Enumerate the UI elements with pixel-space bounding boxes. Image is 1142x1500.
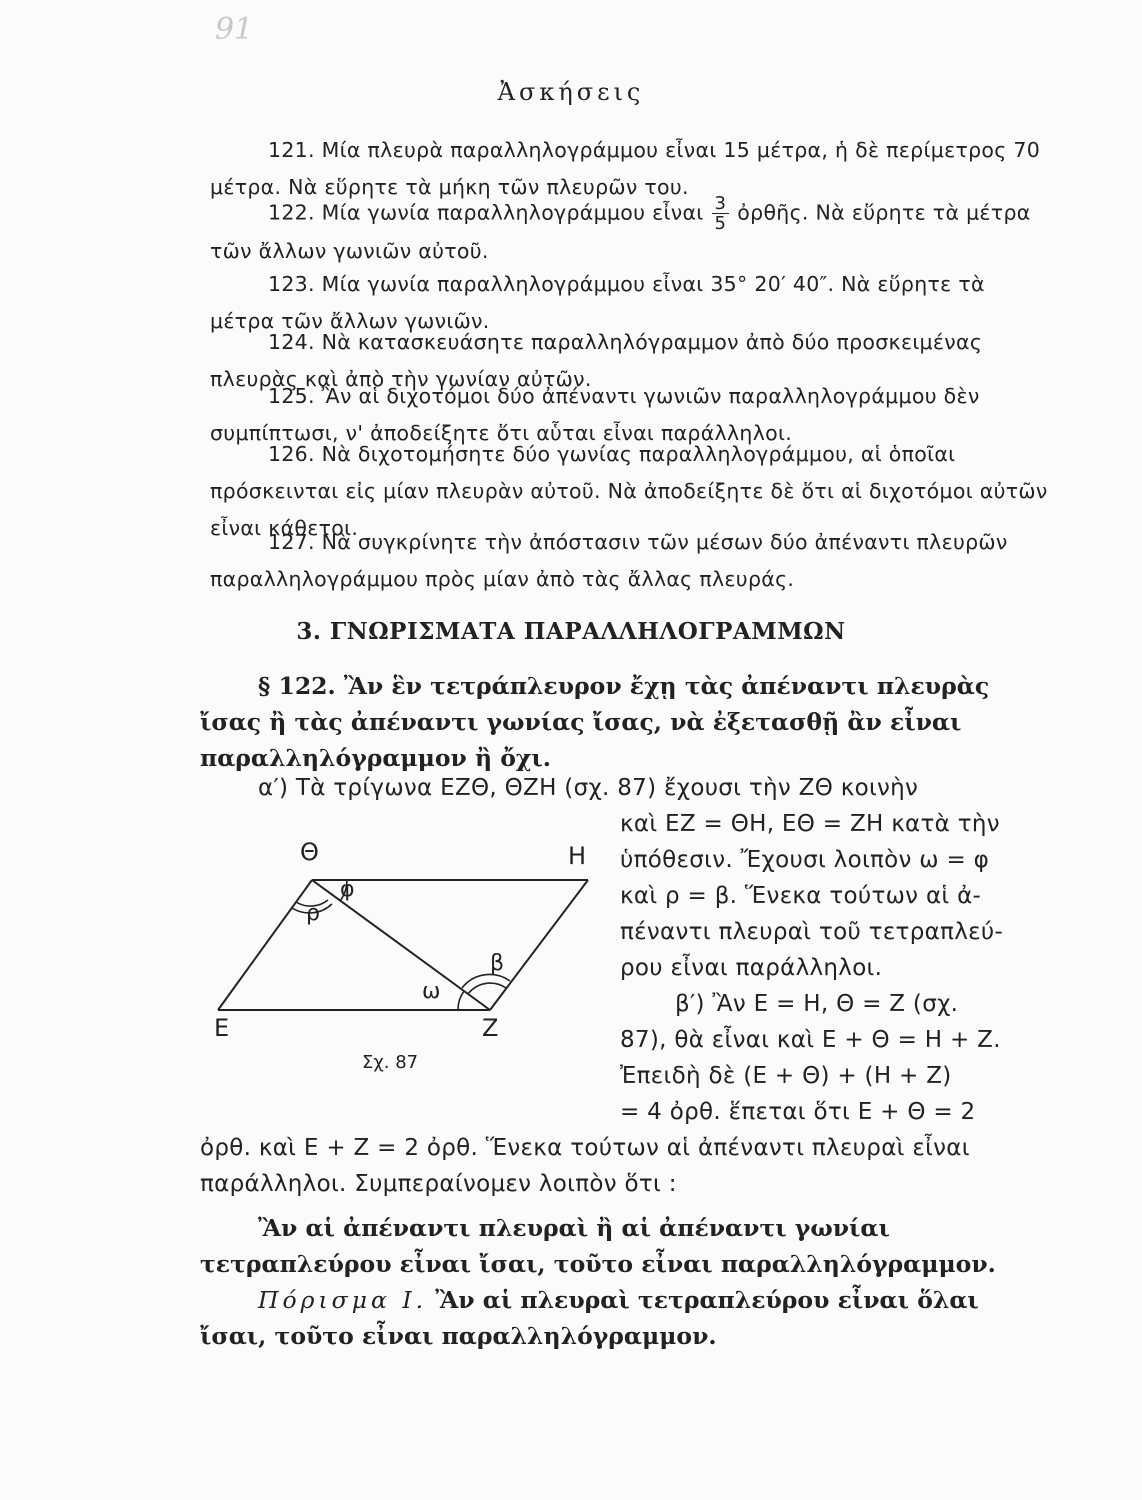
label-phi: φ — [340, 877, 355, 902]
part-a-line1: α′) Τὰ τρίγωνα ΕΖΘ, ΘΖΗ (σχ. 87) ἔχουσι τὴν ΖΘ κοινὴν — [258, 775, 919, 801]
label-eta: Η — [568, 842, 587, 870]
exercise-122: 122. Μία γωνία παραλληλογράμμου εἶναι $\frac{3}{5}$ ὀρθῆς. Νὰ εὕρητε τὰ μέτρα τῶν ἄλλων γωνιῶν αὐτοῦ. — [210, 193, 1031, 263]
angle-arc-omega — [458, 991, 464, 1010]
exercise-124: 124. Νὰ κατασκευάσητε παραλληλόγραμμον ἀπὸ δύο προσκειμένας πλευρὰς καὶ ἀπὸ τὴν γωνίαν αὐτῶν. — [210, 330, 983, 391]
porism-label: Πόρισμα Ι. — [258, 1286, 428, 1314]
part-b-line6: παράλληλοι. Συμπεραίνομεν λοιπὸν ὅτι : — [200, 1171, 677, 1197]
part-b-line4: = 4 ὀρθ. ἕπεται ὅτι Ε + Θ = 2 — [620, 1099, 976, 1125]
exercise-123: 123. Μία γωνία παραλληλογράμμου εἶναι 35° 20′ 40″. Νὰ εὕρητε τὰ μέτρα τῶν ἄλλων γωνιῶν. — [210, 272, 985, 333]
figure-caption: Σχ. 87 — [362, 1052, 419, 1073]
angle-arc-beta-1 — [468, 983, 506, 994]
porism-1: Πόρισμα Ι. Ἂν αἱ πλευραὶ τετραπλεύρου εἶναι ὅλαι ἴσαι, τοῦτο εἶναι παραλληλόγραμμον. — [200, 1286, 979, 1350]
part-a-line4: καὶ ρ = β. Ἕνεκα τούτων αἱ ἀ- — [620, 883, 982, 909]
part-a-line5: πέναντι πλευραὶ τοῦ τετραπλεύ- — [620, 919, 1004, 945]
conclusion: Ἂν αἱ ἀπέναντι πλευραὶ ἢ αἱ ἀπέναντι γωνίαι τετραπλεύρου εἶναι ἴσαι, τοῦτο εἶναι παραλληλόγραμμον. — [200, 1214, 996, 1278]
part-b-line5: ὀρθ. καὶ Ε + Ζ = 2 ὀρθ. Ἕνεκα τούτων αἱ ἀπέναντι πλευραὶ εἶναι — [200, 1135, 970, 1161]
page-number: 91 — [215, 12, 254, 47]
part-a-line2: καὶ ΕΖ = ΘΗ, ΕΘ = ΖΗ κατὰ τὴν — [620, 811, 1000, 837]
part-b-line3: Ἐπειδὴ δὲ (Ε + Θ) + (Η + Ζ) — [620, 1063, 952, 1089]
side-zeta-eta — [490, 880, 588, 1010]
figure-87 — [200, 830, 620, 1080]
label-omega: ω — [422, 979, 441, 1004]
part-a-line3: ὑπόθεσιν. Ἔχουσι λοιπὸν ω = φ — [620, 847, 990, 873]
diagonal-theta-zeta — [312, 880, 490, 1010]
side-theta-epsilon — [218, 880, 312, 1010]
exercise-125: 125. Ἂν αἱ διχοτόμοι δύο ἀπέναντι γωνιῶν παραλληλογράμμου δὲν συμπίπτωσι, ν' ἀποδείξητε ὅτι αὗται εἶναι παράλληλοι. — [210, 384, 980, 445]
part-b-line2: 87), θὰ εἶναι καὶ Ε + Θ = Η + Ζ. — [620, 1027, 1001, 1053]
exercise-127: 127. Νὰ συγκρίνητε τὴν ἀπόστασιν τῶν μέσων δύο ἀπέναντι πλευρῶν παραλληλογράμμου πρὸς μίαν ἀπὸ τὰς ἄλλας πλευράς. — [210, 530, 1008, 591]
label-zeta: Ζ — [482, 1014, 499, 1042]
part-a-line6: ρου εἶναι παράλληλοι. — [620, 955, 883, 981]
label-beta: β — [490, 951, 505, 976]
label-theta: Θ — [300, 838, 319, 866]
theorem-122: § 122. Ἂν ἓν τετράπλευρον ἔχῃ τὰς ἀπέναντι πλευρὰς ἴσας ἢ τὰς ἀπέναντι γωνίας ἴσας, νὰ ἐξετασθῇ ἂν εἶναι παραλληλόγραμμον ἢ ὄχι. — [200, 672, 990, 772]
exercise-121: 121. Μία πλευρὰ παραλληλογράμμου εἶναι 15 μέτρα, ἡ δὲ περίμετρος 70 μέτρα. Νὰ εὕρητε τὰ μήκη τῶν πλευρῶν του. — [210, 138, 1041, 199]
label-epsilon: Ε — [214, 1014, 230, 1042]
exercises-title: Ἀσκήσεις — [497, 78, 645, 106]
label-rho: ρ — [306, 901, 320, 926]
part-b-line1: β′) Ἂν Ε = Η, Θ = Ζ (σχ. — [675, 991, 959, 1017]
fraction-three-fifths: $\frac{3}{5}$ — [712, 194, 730, 233]
section-heading: 3. ΓΝΩΡΙΣΜΑΤΑ ΠΑΡΑΛΛΗΛΟΓΡΑΜΜΩΝ — [296, 618, 846, 645]
exercise-126: 126. Νὰ διχοτομήσητε δύο γωνίας παραλληλογράμμου, αἱ ὁποῖαι πρόσκεινται εἰς μίαν πλευρὰν αὐτοῦ. Νὰ ἀποδείξητε δὲ ὅτι αἱ διχοτόμοι αὐτῶν εἶναι κάθετοι. — [210, 442, 1048, 540]
